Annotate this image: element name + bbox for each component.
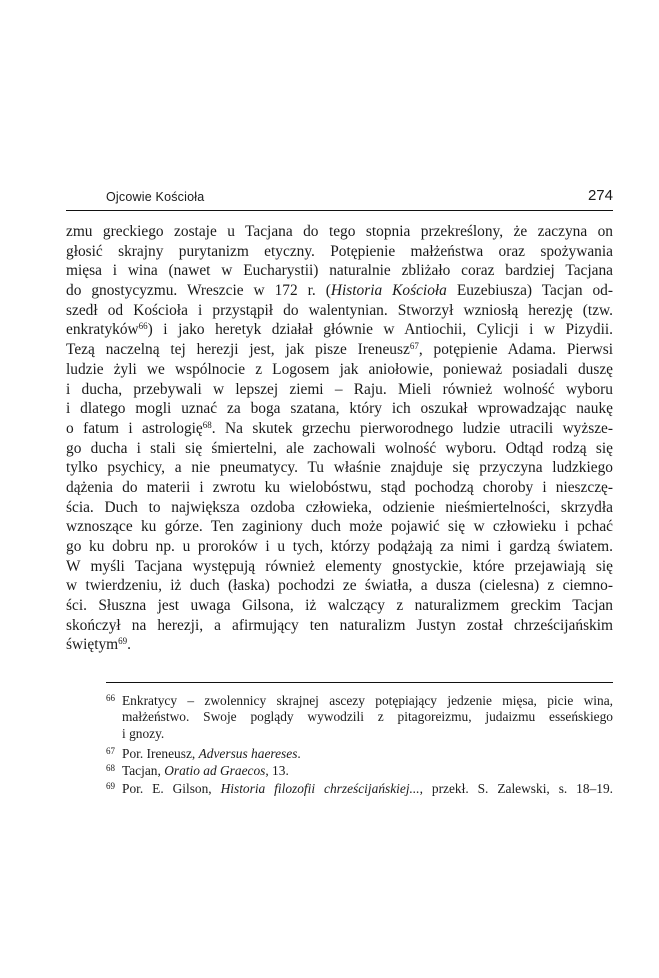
footnote-67 [106,743,613,761]
text-line [66,340,613,360]
text-segment: o fatum i astrologię [66,419,203,437]
footnote-66-cont: i gnozy. [122,726,165,742]
footnote-66-cont: małżeństwo. Swoje poglądy wywodzili z pitagoreizmu, judaizmu esseńskiego [122,708,613,724]
footnote-text: Por. E. Gilson, [122,780,221,796]
footnote-text: Enkratycy – zwolennicy skrajnej ascezy potępiający jedzenie mięsa, picie wina, [122,693,613,708]
running-title: Ojcowie Kościoła [106,190,205,204]
text-line: mięsa i wina (nawet w Eucharystii) naturalnie zbliżało coraz bardziej Tacjana [66,262,613,280]
footnote-ref: 69 [118,636,128,647]
text-line: tylko psychicy, a nie pneumatycy. Tu właśnie znajduje się przyczyna ludzkiego [66,459,613,477]
footnote-69 [106,778,613,796]
footnote-66 [106,690,613,708]
footnote-ref: 67 [409,341,419,352]
text-line: ludzie żyli we wspólnocie z Logosem jak aniołowie, ponieważ posiadali duszę [66,360,613,378]
main-text [66,222,613,655]
text-line: ści. Słuszna jest uwaga Gilsona, iż walczący z naturalizmem greckim Tacjan [66,597,613,615]
footnote-title: Historia filozofii chrześcijańskiej... [220,780,420,796]
text-segment: enkratyków [66,321,139,339]
text-segment: do gnostycyzmu. Wreszcie w 172 r. ( [66,282,331,300]
footnote-text: Tacjan, [122,763,165,779]
footnote-divider [106,682,613,683]
footnote-text: Por. Ireneusz, [122,745,199,761]
text-line: dążenia do materii i zwrotu ku wielobóstwu, stąd pochodzą choroby i nieszczę- [66,478,613,496]
footnote-number: 67 [106,745,115,756]
text-line [66,419,613,439]
text-segment: ) i jako heretyk działał głównie w Antiochii, Cylicji i w Pizydii. [147,321,613,339]
text-line: i ducha, przebywali w lepszej ziemi – Raju. Mieli również wolność wyboru [66,380,613,398]
footnote-number: 69 [106,780,115,791]
text-line: wznoszące ku górze. Ten zaginiony duch może pojawić się w człowieku i pchać [66,518,613,536]
footnote-ref: 66 [138,321,148,332]
text-line: szedł od Kościoła i przystąpił do walentynian. Stworzył wzniosłą herezję (tzw. [66,301,613,319]
text-segment: Euzebiusza) Tacjan od- [446,282,613,300]
text-line: W myśli Tacjana występują również elementy gnostyckie, które przejawiają się [66,557,613,575]
text-line: go ku dobru np. u proroków i u tych, którzy podążają za nimi i gardzą światem. [66,538,613,555]
text-line [66,281,613,301]
text-line [66,635,613,655]
header-divider [66,210,613,211]
footnote-text: , 13. [265,763,289,779]
text-line: głosić skrajny purytanizm etyczny. Potępienie małżeństwa oraz spożywania [66,242,613,260]
text-line: i dlatego mogli uznać za boga szatana, który ich oszukał wprowadzając naukę [66,400,613,418]
footnote-68 [106,760,613,778]
text-segment: , potępienie Adama. Pierwsi [418,341,614,359]
text-segment: . Na skutek grzechu pierworodnego ludzie utracili wyższe- [211,419,613,437]
text-segment: świętym [66,636,119,654]
text-segment: . [127,636,132,654]
text-line [66,320,613,340]
footnote-ref: 68 [202,419,212,430]
footnote-number: 68 [106,763,115,774]
text-line: w twierdzeniu, iż duch (łaska) pochodzi ze światła, a dusza (cielesna) z ciemno- [66,577,613,595]
footnote-title: Adversus haereses [198,745,298,761]
text-segment: Tezą naczelną tej herezji jest, jak pisze Ireneusz [66,341,410,359]
book-title: Historia Kościoła [330,282,447,300]
footnote-text: , przekł. S. Zalewski, s. 18–19. [419,780,613,796]
footnote-number: 66 [106,693,115,703]
page-number: 274 [587,187,613,204]
text-line: ścia. Duch to największa ozdoba człowieka, odzienie nieśmiertelności, skrzydła [66,498,613,516]
text-line: skończył na herezji, a afirmujący ten naturalizm Justyn został chrześcijańskim [66,616,613,634]
footnote-text: . [297,745,301,761]
text-line: zmu greckiego zostaje u Tacjana do tego stopnia przekreślony, że zaczyna on [66,223,613,240]
text-line: go ducha i stali się śmiertelni, ale zachowali wolność wyboru. Odtąd rodzą się [66,439,613,457]
footnote-title: Oratio ad Graecos [164,763,266,779]
footnotes [106,690,613,796]
